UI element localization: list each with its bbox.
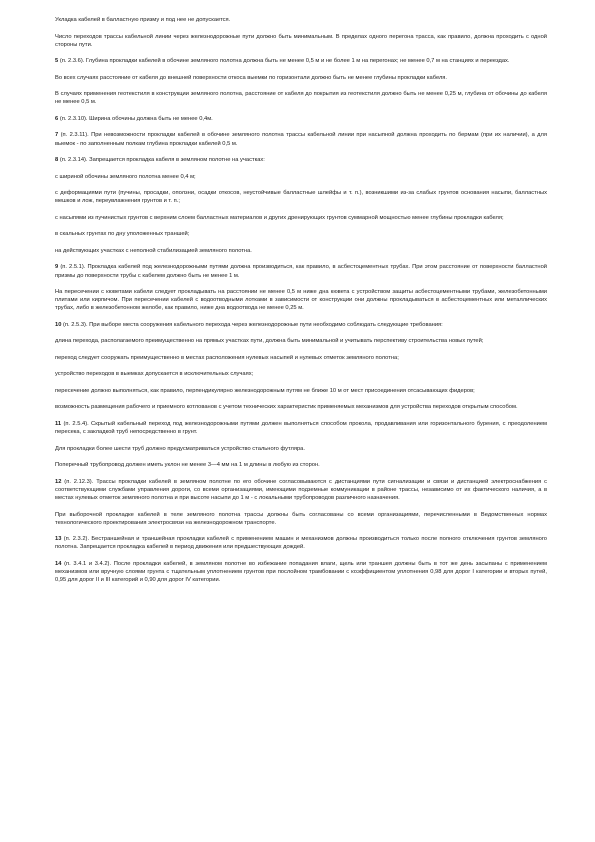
paragraph [55,156,547,164]
clause-number: 6 [55,115,59,122]
paragraph-text: (п. 2.5.4). Скрытый кабельный переход под железнодорожными путями должен выполняться способом прокола, продавливания или горизонтального бурения, с преодолением пересека, с закладкой труб непосредственно в грунт. [55,420,547,436]
paragraph [55,403,547,411]
paragraph [55,90,547,106]
paragraph-text: (п. 2.5.3). При выборе места сооружения кабельного перехода через железнодорожные пути необходимо соблюдать следующие требования: [63,321,443,328]
paragraph [55,74,547,82]
paragraph-text: длина перехода, располагаемого преимущественно на прямых участках пути, должна быть минимальной и учитывать перспективу строительства новых путей; [55,338,484,345]
paragraph [55,321,547,329]
paragraph [55,16,547,24]
paragraph-text: Поперечный трубопровод должен иметь уклон не менее 3—4 мм на 1 м длины в любую из сторон. [55,462,320,469]
paragraph-text: пересечение должно выполняться, как правило, перпендикулярно железнодорожным путям не ближе 10 м от мест присоединения отсасывающих фидеров; [55,387,475,394]
paragraph-text: В случаях применения геотекстиля в конструкции земляного полотна, расстояние от кабеля до покрытия из геотекстиля должно быть не менее 0,25 м, глубина от обочины до кабеля не менее 0,5 м. [55,91,547,106]
paragraph [55,115,547,123]
paragraph [55,461,547,469]
clause-number: 8 [55,157,59,164]
paragraph-text: (п. 2.3.14). Запрещается прокладка кабеля в земляном полотне на участках: [59,157,265,164]
paragraph [55,288,547,313]
paragraph [55,387,547,395]
paragraph-text: (п. 2.12.3). Трассы прокладки кабелей в земляном полотне по его обочине согласовываются с дистанциями пути сигнализации и связи и дистанцией электроснабжения с соответствующими службами управления дороги, со всеми организациями, имеющими подземные коммуникации в районе трассы, независимо от их фактического наличия, а в местах нулевых отметок земляного полотна и при высоте насыпи до 1 м - с локальными трубопроводов различного назначения. [55,478,547,502]
paragraph-text: возможность размещения рабочего и приемного котлованов с учетом технических характеристик применяемых механизмов для устройства переходов открытым способом. [55,404,518,411]
paragraph-text: (п. 2.3.11). При невозможности прокладки кабелей в обочине земляного полотна трассы кабельной линии при насыпной должна проходить по бермам (при их наличии), а для выемок - по заполненным полкам глубина прокладки кабелей 0,5 м. [55,132,547,147]
clause-number: 14 [55,560,62,567]
paragraph-text: Укладка кабелей в балластную призму и под нее не допускается. [55,17,231,23]
paragraph [55,247,547,255]
paragraph [55,560,547,585]
paragraph [55,511,547,527]
clause-number: 9 [55,264,59,271]
paragraph [55,57,547,65]
paragraph-text: (п. 2.3.10). Ширина обочины должна быть не менее 0,4м. [59,115,213,122]
paragraph [55,420,547,436]
clause-number: 7 [55,132,59,139]
paragraph [55,230,547,238]
paragraph-text: Для прокладки более шести труб должно предусматриваться устройство стального футляра. [55,445,305,452]
paragraph-text: (п. 2.3.6). Глубина прокладки кабелей в обочине земляного полотна должна быть не менее 0,5 м и не более 1 м на перегонах; не менее 0,7 м на станциях и переездах. [59,58,510,65]
clause-number: 12 [55,478,62,485]
paragraph-text: с шириной обочины земляного полотна менее 0,4 м; [55,173,196,180]
paragraph-text: Число переходов трассы кабельной линии через железнодорожные пути должно быть минимальным. В пределах одного перегона трасса, как правило, должна проходить с одной стороны пути. [55,33,547,48]
paragraph-text: переход следует сооружать преимущественно в местах расположения нулевых насыпей и нулевых отметок земляного полотна; [55,354,399,361]
paragraph-text: с деформациями пути (пучины, просадки, оползни, осадки откосов, неустойчивые балластные шлейфы и т. п.), возникшими из-за слабых грунтов основания насыпи, балластных мешков и лож, переувлажнения грунтов и т. п.; [55,190,547,205]
paragraph [55,535,547,551]
paragraph-text: Во всех случаях расстояние от кабеля до внешней поверхности откоса выемки по горизонтали должно быть не менее глубины прокладки кабеля. [55,74,448,81]
paragraph [55,478,547,503]
paragraph [55,33,547,49]
paragraph [55,445,547,453]
paragraph-text: устройство переходов в выемках допускается в исключительных случаях; [55,371,254,378]
clause-number: 11 [55,420,62,427]
clause-number: 5 [55,58,59,65]
paragraph [55,189,547,205]
paragraph-text: (п. 2.5.1). Прокладка кабелей под железнодорожными путями должна производиться, как правило, в асбестоцементных трубах. При этом расстояние от поверхности балластной призмы до поверхности трубы с кабелем должно быть не менее 1 м. [55,264,547,279]
paragraph-text: (п. 3.4.1 и 3.4.2). После прокладки кабелей, в земляном полотне во избежание попадания влаги, щель или траншея должны быть в тот же день засыпаны с применением механизмов или вручную слоями грунта с тщательным уплотнением грунтов при послойном трамбовании с коэффициентом уплотнения 0,98 для дорог I категории и вторых путей, 0,95 для дорог II и III категорий и 0,90 для дорог IV категории. [55,560,547,584]
paragraph [55,337,547,345]
paragraph [55,263,547,279]
paragraph-text: При выборочной прокладке кабелей в теле земляного полотна трассы должны быть согласованы со всеми организациями, перечисленными в Ведомственных нормах технологического проектирования электросвязи на железнодорожном транспорте. [55,511,547,526]
paragraph [55,173,547,181]
paragraph [55,131,547,147]
clause-number: 10 [55,321,62,328]
document-page [55,16,547,593]
paragraph-text: На пересечении с кюветами кабели следует прокладывать на расстоянии не менее 0,5 м ниже дна кювета с устройством защиты асбестоцементными трубами, железобетонными плитами или кирпичом. При пересечении кабелей с водоотводными лотками в зависимости от конструкции они должны прокладываться в асбестоцементных или металлических трубах, либо в железобетонном желобе, как правило, ниже дна водоотвода не менее 0,25 м. [55,289,547,312]
paragraph-text: с насыпями из пучинистых грунтов с верхним слоем балластных материалов и других дренирующих грунтов суммарной мощностью менее глубины прокладки кабеля; [55,214,504,221]
clause-number: 13 [55,536,62,543]
paragraph-text: в скальных грунтах по дну уположенных траншей; [55,231,190,238]
paragraph [55,354,547,362]
paragraph [55,370,547,378]
paragraph-text: на действующих участках с неполной стабилизацией земляного полотна. [55,247,252,254]
paragraph [55,214,547,222]
paragraph-text: (п. 2.3.2). Бестраншейная и траншейная прокладки кабелей с применением машин и механизмов должны производиться только после полного отключения грунтов земляного полотна. Запрещается прокладка кабелей в период движения или предшествующих дождей. [55,536,547,551]
